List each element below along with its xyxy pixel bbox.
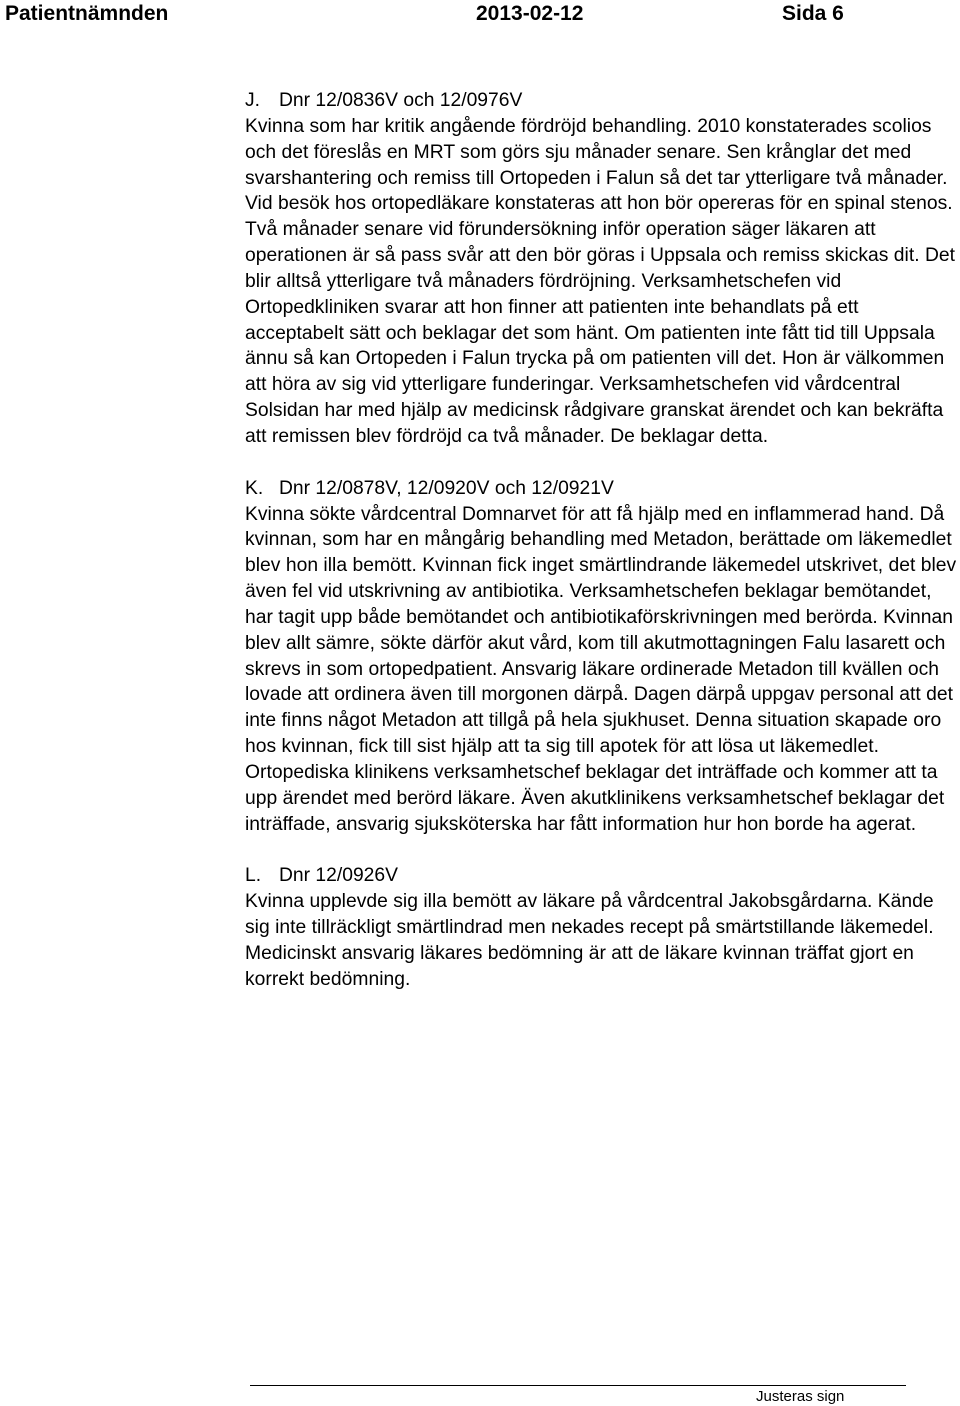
case-dnr: Dnr 12/0878V, 12/0920V och 12/0921V xyxy=(279,477,614,499)
case-j xyxy=(245,88,957,450)
case-l xyxy=(245,863,957,992)
header-date: 2013-02-12 xyxy=(476,2,584,25)
case-heading xyxy=(245,476,957,502)
signature-line xyxy=(250,1385,906,1386)
signature-label: Justeras sign xyxy=(756,1388,845,1405)
header-organization: Patientnämnden xyxy=(5,2,169,25)
case-description: Kvinna upplevde sig illa bemött av läkare på vårdcentral Jakobsgårdarna. Kände sig inte tillräckligt smärtlindrad men nekades recept på smärtstillande läkemedel. Medicinskt ansvarig läkares bedömning är att de läkare kvinnan träffat gjort en korrekt bedömning. xyxy=(245,891,934,990)
case-dnr: Dnr 12/0836V och 12/0976V xyxy=(279,90,523,111)
page-header xyxy=(0,0,960,28)
case-dnr: Dnr 12/0926V xyxy=(279,865,398,887)
case-description: Kvinna sökte vårdcentral Domnarvet för att få hjälp med en inflammerad hand. Då kvinnan, som har en mångårig behandling med Metadon, berättade om läkemedlet blev hon illa bemött. Kvinnan fick inget smärtlindrande läkemedel utskrivet, det blev även fel vid utskrivning av antibiotika. Verksamhetschefen beklagar bemötandet, har tagit upp både bemötandet och antibiotikaförskrivningen med berörda. Kvinnan blev allt sämre, sökte därför akut vård, kom till akutmottagningen Falu lasarett och skrevs in som ortopedpatient. Ansvarig läkare ordinerade Metadon till kvällen och lovade att ordinera även till morgonen därpå. Dagen därpå uppgav personal att det inte finns något Metadon att tillgå på hela sjukhuset. Denna situation skapade oro hos kvinnan, fick till sist hjälp att ta sig till apotek för att lösa ut läkemedlet. Ortopediska klinikens verksamhetschef beklagar det inträffade och kommer att ta upp ärendet med berörd läkare. Även akutklinikens verksamhetschef beklagar det inträffade, ansvarig sjuksköterska har fått information hur hon borde ha agerat. xyxy=(245,503,957,835)
case-letter: L. xyxy=(245,865,262,887)
case-letter: J. xyxy=(245,90,260,111)
case-heading xyxy=(245,88,957,114)
case-heading xyxy=(245,863,957,889)
case-description: Kvinna som har kritik angående fördröjd behandling. 2010 konstaterades scolios och det föreslås en MRT som görs sju månader senare. Sen krånglar det med svarshantering och remiss till Ortopeden i Falun så det tar ytterligare två månader. Vid besök hos ortopedläkare konstateras att hon bör opereras för en spinal stenos. Två månader senare vid förundersökning inför operation säger läkaren att operationen är så pass svår att den bör göras i Uppsala och remiss skickas dit. Det blir alltså ytterligare två månaders fördröjning. Verksamhetschefen vid Ortopedkliniken svarar att hon finner att patienten inte behandlats på ett acceptabelt sätt och beklagar det som hänt. Om patienten inte fått tid till Uppsala ännu så kan Ortopeden i Falun trycka på om patienten vill det. Hon är välkommen att höra av sig vid ytterligare funderingar. Verksamhetschefen vid vårdcentral Solsidan har med hjälp av medicinsk rådgivare granskat ärendet och kan bekräfta att remissen blev fördröjd ca två månader. De beklagar detta. xyxy=(245,115,956,447)
document-body xyxy=(245,88,957,993)
header-page-number: Sida 6 xyxy=(782,2,844,25)
case-letter: K. xyxy=(245,477,264,499)
case-k xyxy=(245,476,957,838)
